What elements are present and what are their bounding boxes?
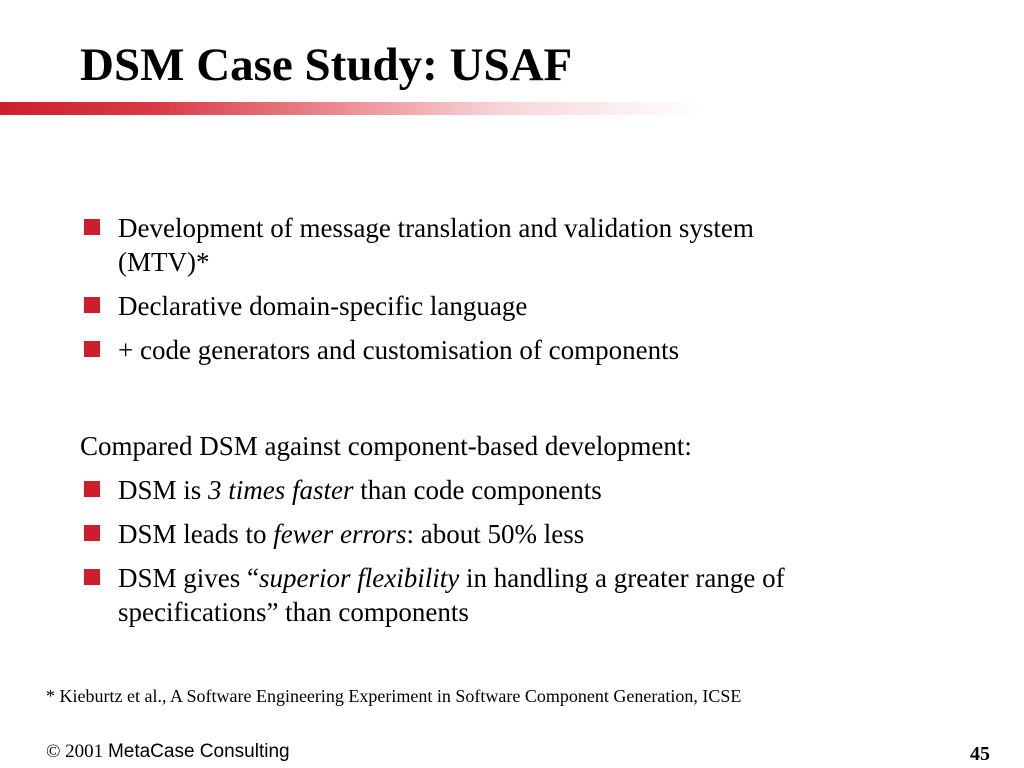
bullet-item: [0, 333, 838, 367]
footer-copyright: [46, 740, 290, 764]
bullet-text-segment: DSM is: [118, 475, 209, 505]
company-name: MetaCase Consulting: [107, 741, 290, 762]
bullet-text: [118, 335, 679, 365]
bullet-square-icon: [84, 569, 100, 585]
emphasis-text: 3 times faster: [208, 475, 354, 505]
copyright-text: © 2001: [46, 741, 104, 762]
bullet-text: [118, 563, 785, 627]
emphasis-text: superior flexibility: [259, 563, 460, 593]
bullet-text: [118, 213, 754, 277]
bullet-square-icon: [84, 219, 100, 235]
bullet-text-segment: DSM gives “: [118, 563, 259, 593]
bullet-text-segment: than code components: [353, 475, 602, 505]
bullet-item: [0, 561, 838, 629]
bullet-square-icon: [84, 297, 100, 313]
bullet-square-icon: [84, 481, 100, 497]
emphasis-text: fewer errors: [273, 519, 407, 549]
slide-title: DSM Case Study: USAF: [80, 39, 573, 91]
title-divider: [0, 102, 700, 115]
bullet-text: [118, 291, 527, 321]
bullet-list-overview: [0, 211, 1024, 367]
bullet-text: [118, 475, 602, 505]
bullet-item: [0, 473, 838, 507]
bullet-text-segment: in handling a greater range of specifications” than components: [118, 563, 785, 627]
bullet-text: [118, 519, 584, 549]
bullet-text-segment: Development of message translation and validation system (MTV)*: [118, 213, 754, 277]
comparison-intro: Compared DSM against component-based development:: [80, 431, 692, 461]
bullet-item: [0, 289, 838, 323]
bullet-square-icon: [84, 525, 100, 541]
bullet-item: [0, 211, 838, 279]
bullet-item: [0, 517, 838, 551]
bullet-square-icon: [84, 341, 100, 357]
bullet-text-segment: DSM leads to: [118, 519, 274, 549]
page-number: 45: [970, 743, 990, 765]
footnote: * Kieburtz et al., A Software Engineering Experiment in Software Component Generation, ICSE: [46, 686, 742, 706]
bullet-text-segment: : about 50% less: [406, 519, 585, 549]
bullet-text-segment: Declarative domain-specific language: [118, 291, 528, 321]
bullet-text-segment: + code generators and customisation of components: [118, 335, 680, 365]
bullet-list-comparison: [0, 473, 1024, 629]
